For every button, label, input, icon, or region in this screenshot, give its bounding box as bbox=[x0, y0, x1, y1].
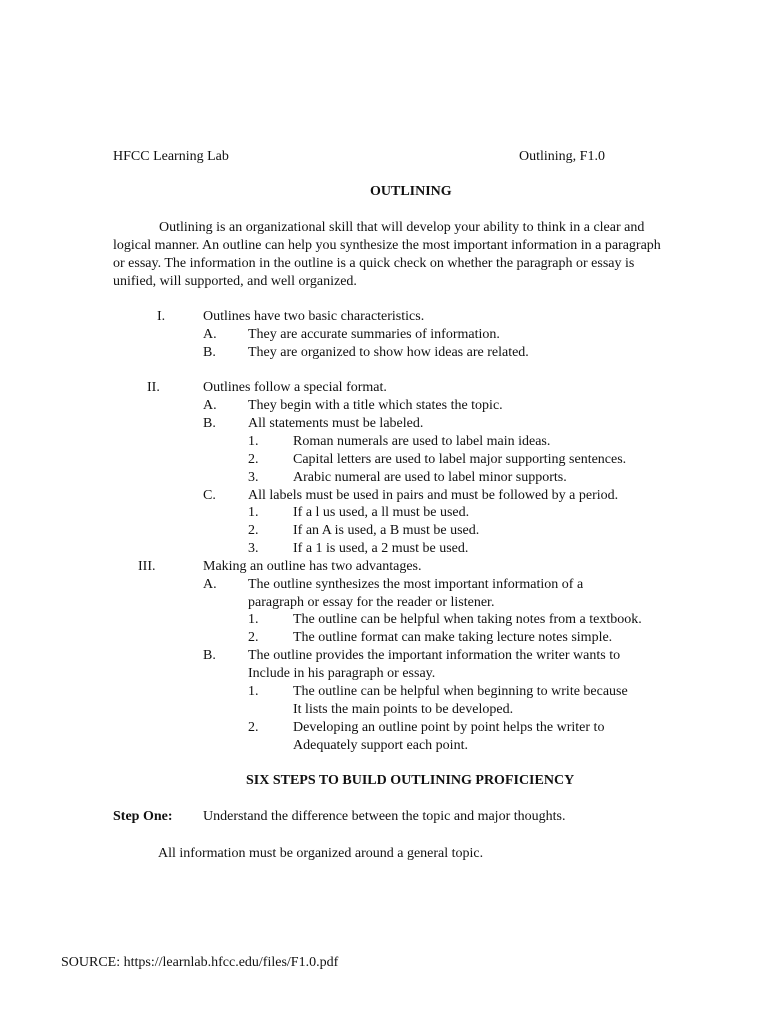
number-label: 3. bbox=[248, 541, 259, 556]
supporting-item: They are organized to show how ideas are related. bbox=[248, 345, 529, 360]
minor-item: Capital letters are used to label major supporting sentences. bbox=[293, 452, 627, 467]
minor-item: If a l us used, a ll must be used. bbox=[293, 505, 470, 520]
steps-heading: SIX STEPS TO BUILD OUTLINING PROFICIENCY bbox=[246, 773, 575, 788]
intro-line: logical manner. An outline can help you synthesize the most important information in a paragraph bbox=[113, 238, 661, 253]
supporting-item: All statements must be labeled. bbox=[248, 416, 424, 431]
header-left: HFCC Learning Lab bbox=[113, 149, 229, 164]
step-one-note: All information must be organized around a general topic. bbox=[158, 846, 484, 861]
capital-label: A. bbox=[203, 398, 217, 413]
minor-item: If an A is used, a B must be used. bbox=[293, 523, 480, 538]
intro-line: or essay. The information in the outline is a quick check on whether the paragraph or essay is bbox=[113, 256, 635, 271]
minor-item: The outline format can make taking lecture notes simple. bbox=[293, 630, 613, 645]
number-label: 1. bbox=[248, 505, 259, 520]
number-label: 1. bbox=[248, 434, 259, 449]
supporting-item: The outline provides the important information the writer wants to bbox=[248, 648, 621, 663]
roman-label: III. bbox=[138, 559, 156, 574]
number-label: 1. bbox=[248, 684, 259, 699]
number-label: 2. bbox=[248, 720, 259, 735]
intro-line: Outlining is an organizational skill that will develop your ability to think in a clear and bbox=[159, 220, 645, 235]
capital-label: B. bbox=[203, 416, 216, 431]
main-idea: Making an outline has two advantages. bbox=[203, 559, 422, 574]
step-one-text: Understand the difference between the topic and major thoughts. bbox=[203, 809, 566, 824]
minor-item-cont: It lists the main points to be developed. bbox=[293, 702, 514, 717]
roman-label: II. bbox=[147, 380, 160, 395]
minor-item: Developing an outline point by point helps the writer to bbox=[293, 720, 605, 735]
main-idea: Outlines have two basic characteristics. bbox=[203, 309, 425, 324]
step-one-label: Step One: bbox=[113, 809, 173, 824]
supporting-item: All labels must be used in pairs and must be followed by a period. bbox=[248, 488, 619, 503]
capital-label: C. bbox=[203, 488, 216, 503]
minor-item: Roman numerals are used to label main ideas. bbox=[293, 434, 551, 449]
minor-item-cont: Adequately support each point. bbox=[293, 738, 468, 753]
supporting-item: They are accurate summaries of information. bbox=[248, 327, 500, 342]
capital-label: A. bbox=[203, 577, 217, 592]
intro-line: unified, will supported, and well organized. bbox=[113, 274, 357, 289]
supporting-item: They begin with a title which states the topic. bbox=[248, 398, 503, 413]
header-right: Outlining, F1.0 bbox=[519, 149, 605, 164]
number-label: 3. bbox=[248, 470, 259, 485]
supporting-item-cont: Include in his paragraph or essay. bbox=[248, 666, 436, 681]
roman-label: I. bbox=[157, 309, 166, 324]
supporting-item-cont: paragraph or essay for the reader or listener. bbox=[248, 595, 495, 610]
number-label: 2. bbox=[248, 452, 259, 467]
capital-label: A. bbox=[203, 327, 217, 342]
minor-item: The outline can be helpful when beginning to write because bbox=[293, 684, 628, 699]
main-idea: Outlines follow a special format. bbox=[203, 380, 387, 395]
capital-label: B. bbox=[203, 345, 216, 360]
number-label: 2. bbox=[248, 523, 259, 538]
number-label: 2. bbox=[248, 630, 259, 645]
capital-label: B. bbox=[203, 648, 216, 663]
minor-item: The outline can be helpful when taking notes from a textbook. bbox=[293, 612, 642, 627]
number-label: 1. bbox=[248, 612, 259, 627]
supporting-item: The outline synthesizes the most important information of a bbox=[248, 577, 584, 592]
source-footer: SOURCE: https://learnlab.hfcc.edu/files/F1.0.pdf bbox=[61, 955, 339, 970]
document-title: OUTLINING bbox=[370, 184, 452, 199]
minor-item: Arabic numeral are used to label minor supports. bbox=[293, 470, 567, 485]
minor-item: If a 1 is used, a 2 must be used. bbox=[293, 541, 469, 556]
